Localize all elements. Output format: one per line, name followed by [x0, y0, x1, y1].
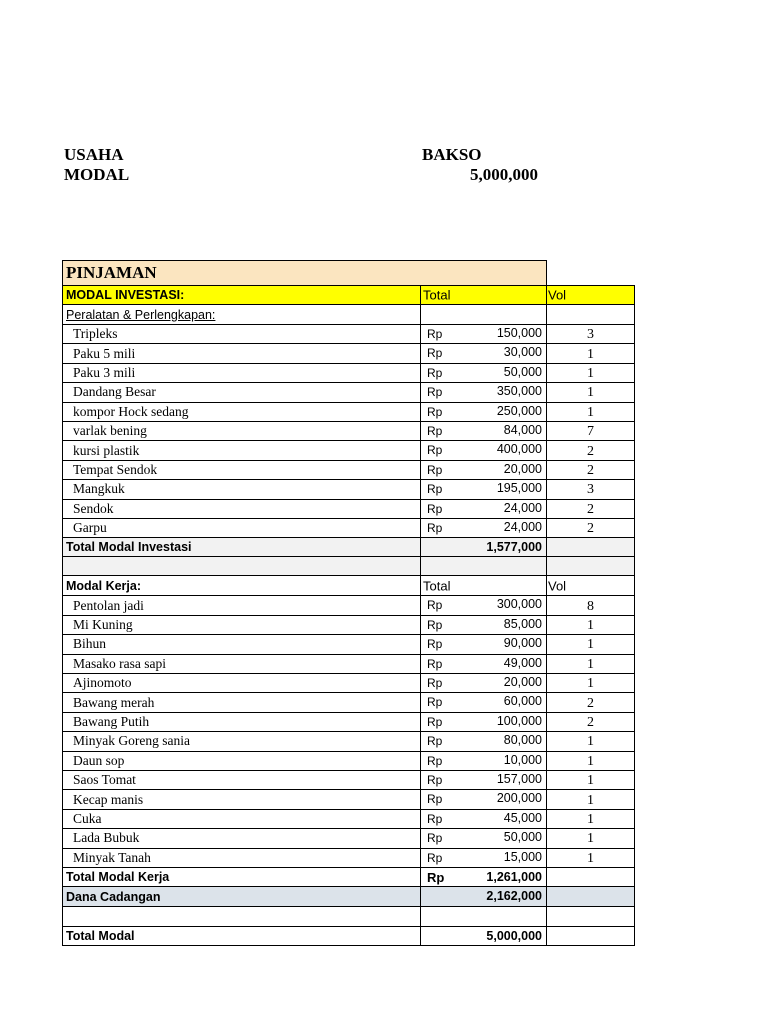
kerja-item-vol-cell [547, 713, 635, 732]
kerja-item-vol: 1 [587, 753, 594, 769]
pinjaman-sheet [62, 260, 635, 946]
kerja-item-amount: 85,000 [503, 616, 542, 631]
kerja-item-name: Pentolan jadi [73, 597, 144, 613]
investasi-item-vol: 7 [587, 423, 594, 439]
investasi-item-name: Sendok [73, 500, 114, 516]
kerja-item-vol: 1 [587, 675, 594, 691]
currency-label: Rp [427, 676, 443, 690]
kerja-item-row[interactable] [62, 829, 635, 848]
currency-label: Rp [427, 617, 443, 632]
investasi-item-amount: 20,000 [503, 461, 542, 476]
currency-label: Rp [427, 792, 443, 807]
modal-value: 5,000,000 [470, 165, 538, 184]
investasi-item-vol-cell [547, 461, 635, 480]
investasi-item-name: Tripleks [73, 326, 118, 342]
investasi-item-total-cell [421, 364, 547, 383]
kerja-item-name: Bawang Putih [73, 713, 150, 729]
investasi-total-label-cell [62, 538, 421, 557]
kerja-item-row[interactable] [62, 790, 635, 809]
investasi-item-row[interactable] [62, 403, 635, 422]
grand-total-value-cell [421, 927, 547, 947]
investasi-item-total-cell [421, 325, 547, 344]
kerja-item-total-cell [421, 713, 547, 732]
investasi-item-vol: 1 [587, 346, 594, 362]
investasi-item-amount: 24,000 [503, 520, 542, 534]
investasi-item-row[interactable] [62, 325, 635, 344]
currency-label: Rp [427, 327, 443, 341]
kerja-item-vol-cell [547, 771, 635, 790]
kerja-item-name-cell [62, 771, 421, 790]
kerja-item-vol: 2 [587, 714, 594, 730]
kerja-item-total-cell [421, 771, 547, 790]
investasi-item-name: kompor Hock sedang [73, 403, 189, 419]
kerja-item-amount: 50,000 [503, 830, 542, 845]
kerja-item-vol-cell [547, 810, 635, 829]
currency-label: Rp [427, 831, 443, 846]
kerja-header-row[interactable] [62, 576, 635, 596]
investasi-item-total-cell [421, 344, 547, 363]
investasi-item-vol-cell [547, 480, 635, 499]
currency-label: Rp [427, 365, 443, 380]
investasi-item-vol: 2 [587, 520, 594, 536]
kerja-item-total-cell [421, 849, 547, 868]
currency-label: Rp [427, 637, 443, 652]
currency-label: Rp [427, 753, 443, 768]
kerja-item-amount: 300,000 [496, 597, 542, 612]
kerja-item-vol-cell [547, 635, 635, 654]
investasi-item-vol: 2 [587, 462, 594, 478]
investasi-item-name-cell [62, 519, 421, 538]
currency-label: Rp [427, 734, 443, 749]
investasi-item-name-cell [62, 500, 421, 519]
kerja-item-vol: 1 [587, 792, 594, 808]
kerja-item-amount: 100,000 [496, 713, 542, 728]
kerja-item-name-cell [62, 596, 421, 615]
kerja-item-vol-cell [547, 674, 635, 693]
kerja-item-name-cell [62, 752, 421, 771]
investasi-item-total-cell [421, 422, 547, 441]
kerja-item-name-cell [62, 790, 421, 809]
kerja-total-label: Total Modal Kerja [66, 870, 170, 884]
empty-cell [62, 907, 421, 927]
currency-label: Rp [427, 773, 443, 787]
kerja-item-row[interactable] [62, 810, 635, 829]
investasi-item-vol: 1 [587, 404, 594, 420]
kerja-item-name-cell [62, 693, 421, 712]
kerja-item-name: Bawang merah [73, 694, 155, 710]
investasi-item-name-cell [62, 383, 421, 402]
kerja-item-total-cell [421, 732, 547, 751]
kerja-item-total-cell [421, 674, 547, 693]
kerja-item-vol-cell [547, 616, 635, 635]
kerja-item-row[interactable] [62, 674, 635, 693]
investasi-item-name: Paku 3 mili [73, 364, 136, 380]
kerja-item-amount: 20,000 [503, 675, 542, 689]
kerja-item-vol-cell [547, 752, 635, 771]
currency-label: Rp [427, 811, 443, 826]
kerja-item-total-cell [421, 616, 547, 635]
kerja-total-value-cell [421, 868, 547, 887]
empty-cell [421, 305, 547, 325]
kerja-item-vol-cell [547, 790, 635, 809]
investasi-item-amount: 350,000 [496, 384, 542, 399]
kerja-item-name: Minyak Tanah [73, 849, 151, 865]
investasi-item-name-cell [62, 480, 421, 499]
kerja-total-label-cell [62, 868, 421, 887]
kerja-item-row[interactable] [62, 771, 635, 790]
kerja-item-name-cell [62, 635, 421, 654]
cadangan-label: Dana Cadangan [66, 889, 161, 904]
investasi-item-vol-cell [547, 500, 635, 519]
currency-label: Rp [427, 424, 443, 438]
kerja-item-amount: 60,000 [503, 694, 542, 709]
kerja-item-vol: 1 [587, 850, 594, 866]
kerja-item-vol: 1 [587, 811, 594, 827]
investasi-item-name: Garpu [73, 520, 107, 536]
kerja-item-amount: 200,000 [496, 791, 542, 806]
investasi-item-vol: 3 [587, 482, 594, 498]
kerja-item-name: Kecap manis [73, 791, 144, 807]
investasi-item-total-cell [421, 403, 547, 422]
kerja-item-name-cell [62, 829, 421, 848]
kerja-item-total-cell [421, 635, 547, 654]
kerja-item-amount: 157,000 [496, 772, 542, 786]
kerja-item-name: Minyak Goreng sania [73, 733, 190, 749]
investasi-item-row[interactable] [62, 383, 635, 402]
investasi-item-vol: 2 [587, 443, 594, 459]
investasi-item-total-cell [421, 519, 547, 538]
investasi-total-value: 1,577,000 [486, 540, 542, 555]
investasi-item-total-cell [421, 441, 547, 460]
investasi-subheader-row[interactable] [62, 305, 635, 325]
investasi-item-amount: 50,000 [503, 364, 542, 379]
kerja-item-row[interactable] [62, 849, 635, 868]
kerja-item-total-cell [421, 655, 547, 674]
currency-label: Rp [427, 850, 443, 865]
kerja-item-amount: 80,000 [503, 733, 542, 748]
investasi-item-total-cell [421, 383, 547, 402]
investasi-total-header: Total [423, 287, 451, 303]
investasi-item-amount: 250,000 [496, 403, 542, 418]
currency-label: Rp [427, 695, 443, 710]
investasi-total-row[interactable] [62, 538, 635, 557]
currency-label: Rp [427, 714, 443, 729]
kerja-item-name: Cuka [73, 810, 102, 826]
currency-label: Rp [427, 482, 443, 497]
investasi-item-name: Tempat Sendok [73, 461, 158, 477]
kerja-item-vol: 1 [587, 637, 594, 653]
investasi-item-vol-cell [547, 519, 635, 538]
kerja-item-name: Bihun [73, 636, 107, 652]
kerja-item-row[interactable] [62, 752, 635, 771]
cadangan-value-cell [421, 887, 547, 907]
kerja-item-name: Saos Tomat [73, 772, 136, 788]
investasi-item-vol-cell [547, 325, 635, 344]
kerja-item-total-cell [421, 829, 547, 848]
currency-label: Rp [427, 598, 443, 613]
investasi-item-vol: 1 [587, 385, 594, 401]
title-cell [62, 260, 547, 285]
currency-label: Rp [427, 346, 443, 361]
empty-cell [547, 305, 635, 325]
investasi-item-amount: 84,000 [503, 423, 542, 437]
kerja-item-vol: 8 [587, 598, 594, 614]
investasi-header: MODAL INVESTASI: [66, 288, 185, 302]
kerja-item-vol: 1 [587, 772, 594, 788]
usaha-label: USAHA [64, 145, 124, 164]
investasi-item-row[interactable] [62, 344, 635, 363]
investasi-item-vol: 3 [587, 326, 594, 342]
kerja-item-row[interactable] [62, 596, 635, 615]
investasi-item-vol-cell [547, 364, 635, 383]
kerja-item-total-cell [421, 810, 547, 829]
investasi-item-vol-cell [547, 422, 635, 441]
grand-total-row[interactable] [62, 927, 635, 947]
kerja-item-name-cell [62, 674, 421, 693]
investasi-item-row[interactable] [62, 480, 635, 499]
kerja-item-amount: 15,000 [503, 849, 542, 864]
kerja-item-name-cell [62, 616, 421, 635]
kerja-item-vol: 1 [587, 617, 594, 633]
investasi-vol-header-cell [547, 286, 635, 305]
investasi-item-name: Mangkuk [73, 481, 125, 497]
investasi-item-row[interactable] [62, 422, 635, 441]
kerja-item-total-cell [421, 693, 547, 712]
investasi-item-vol-cell [547, 403, 635, 422]
investasi-total-header-cell [421, 286, 547, 305]
kerja-item-vol: 2 [587, 695, 594, 711]
kerja-item-row[interactable] [62, 655, 635, 674]
kerja-item-vol-cell [547, 596, 635, 615]
investasi-total-label: Total Modal Investasi [66, 540, 192, 555]
kerja-item-row[interactable] [62, 732, 635, 751]
empty-cell [421, 907, 547, 927]
empty-cell [62, 557, 421, 576]
currency-label: Rp [427, 521, 443, 535]
kerja-item-name: Lada Bubuk [73, 830, 140, 846]
kerja-item-amount: 45,000 [503, 810, 542, 825]
investasi-item-amount: 24,000 [503, 500, 542, 515]
investasi-header-cell [62, 286, 421, 305]
investasi-item-amount: 30,000 [503, 345, 542, 360]
kerja-header: Modal Kerja: [66, 578, 142, 593]
grand-total-value: 5,000,000 [486, 928, 542, 943]
kerja-item-amount: 90,000 [503, 636, 542, 651]
kerja-item-vol-cell [547, 693, 635, 712]
investasi-item-amount: 150,000 [496, 326, 542, 340]
grand-total-label: Total Modal [66, 928, 135, 943]
empty-cell [547, 927, 635, 947]
kerja-item-vol-cell [547, 829, 635, 848]
currency-label: Rp [427, 870, 445, 885]
kerja-vol-header-cell [547, 576, 635, 596]
investasi-subheader: Peralatan & Perlengkapan: [66, 307, 216, 322]
kerja-total-header-cell [421, 576, 547, 596]
kerja-item-name-cell [62, 810, 421, 829]
investasi-item-total-cell [421, 480, 547, 499]
kerja-item-vol-cell [547, 655, 635, 674]
kerja-item-name-cell [62, 655, 421, 674]
kerja-item-name-cell [62, 732, 421, 751]
kerja-item-vol-cell [547, 732, 635, 751]
investasi-vol-header: Vol [548, 287, 567, 303]
empty-cell [547, 868, 635, 887]
investasi-item-vol: 2 [587, 501, 594, 517]
investasi-item-name: varlak bening [73, 423, 147, 439]
empty-cell [547, 557, 635, 576]
kerja-vol-header: Vol [548, 578, 567, 594]
kerja-item-name-cell [62, 849, 421, 868]
investasi-item-vol-cell [547, 344, 635, 363]
kerja-item-total-cell [421, 596, 547, 615]
investasi-item-total-cell [421, 500, 547, 519]
title-row[interactable] [62, 260, 635, 285]
investasi-item-vol-cell [547, 441, 635, 460]
currency-label: Rp [427, 443, 443, 458]
kerja-item-vol: 1 [587, 734, 594, 750]
kerja-item-vol: 1 [587, 656, 594, 672]
investasi-item-name-cell [62, 441, 421, 460]
empty-cell [547, 887, 635, 907]
kerja-item-vol-cell [547, 849, 635, 868]
kerja-item-name: Mi Kuning [73, 616, 133, 632]
modal-label: MODAL [64, 165, 130, 184]
cadangan-value: 2,162,000 [486, 889, 542, 903]
kerja-total-row[interactable] [62, 868, 635, 887]
investasi-total-value-cell [421, 538, 547, 557]
investasi-item-amount: 195,000 [496, 481, 542, 496]
kerja-total-header: Total [423, 578, 451, 594]
kerja-item-name: Ajinomoto [73, 675, 132, 691]
kerja-item-amount: 10,000 [503, 752, 542, 767]
kerja-header-cell [62, 576, 421, 596]
kerja-item-total-cell [421, 752, 547, 771]
spacer-row[interactable] [62, 557, 635, 576]
sheet-title: PINJAMAN [66, 263, 157, 282]
currency-label: Rp [427, 462, 443, 477]
kerja-item-row[interactable] [62, 713, 635, 732]
kerja-item-name: Masako rasa sapi [73, 655, 166, 671]
kerja-item-name-cell [62, 713, 421, 732]
investasi-item-name-cell [62, 422, 421, 441]
investasi-item-amount: 400,000 [496, 442, 542, 457]
investasi-item-name-cell [62, 344, 421, 363]
investasi-item-total-cell [421, 461, 547, 480]
currency-label: Rp [427, 501, 443, 516]
kerja-item-amount: 49,000 [503, 655, 542, 670]
kerja-item-row[interactable] [62, 693, 635, 712]
kerja-item-row[interactable] [62, 635, 635, 654]
investasi-item-name-cell [62, 403, 421, 422]
kerja-total-value: 1,261,000 [486, 870, 542, 884]
investasi-item-row[interactable] [62, 364, 635, 383]
kerja-item-vol: 1 [587, 831, 594, 847]
investasi-item-row[interactable] [62, 500, 635, 519]
empty-cell [547, 538, 635, 557]
currency-label: Rp [427, 385, 443, 400]
investasi-header-row[interactable] [62, 285, 635, 305]
investasi-item-name: Dandang Besar [73, 384, 156, 400]
investasi-item-name: kursi plastik [73, 442, 140, 458]
investasi-item-vol-cell [547, 383, 635, 402]
cadangan-row[interactable] [62, 887, 635, 907]
investasi-item-name-cell [62, 364, 421, 383]
cadangan-label-cell [62, 887, 421, 907]
spacer-row[interactable] [62, 907, 635, 927]
kerja-item-total-cell [421, 790, 547, 809]
empty-cell [547, 907, 635, 927]
usaha-value: BAKSO [422, 145, 482, 164]
kerja-item-row[interactable] [62, 616, 635, 635]
investasi-item-vol: 1 [587, 365, 594, 381]
empty-cell [421, 557, 547, 576]
currency-label: Rp [427, 404, 443, 419]
investasi-subheader-cell [62, 305, 421, 325]
grand-total-label-cell [62, 927, 421, 947]
kerja-item-name: Daun sop [73, 752, 125, 768]
investasi-item-name: Paku 5 mili [73, 345, 136, 361]
investasi-item-row[interactable] [62, 441, 635, 460]
investasi-item-name-cell [62, 325, 421, 344]
investasi-item-row[interactable] [62, 461, 635, 480]
investasi-item-name-cell [62, 461, 421, 480]
currency-label: Rp [427, 656, 443, 671]
investasi-item-row[interactable] [62, 519, 635, 538]
